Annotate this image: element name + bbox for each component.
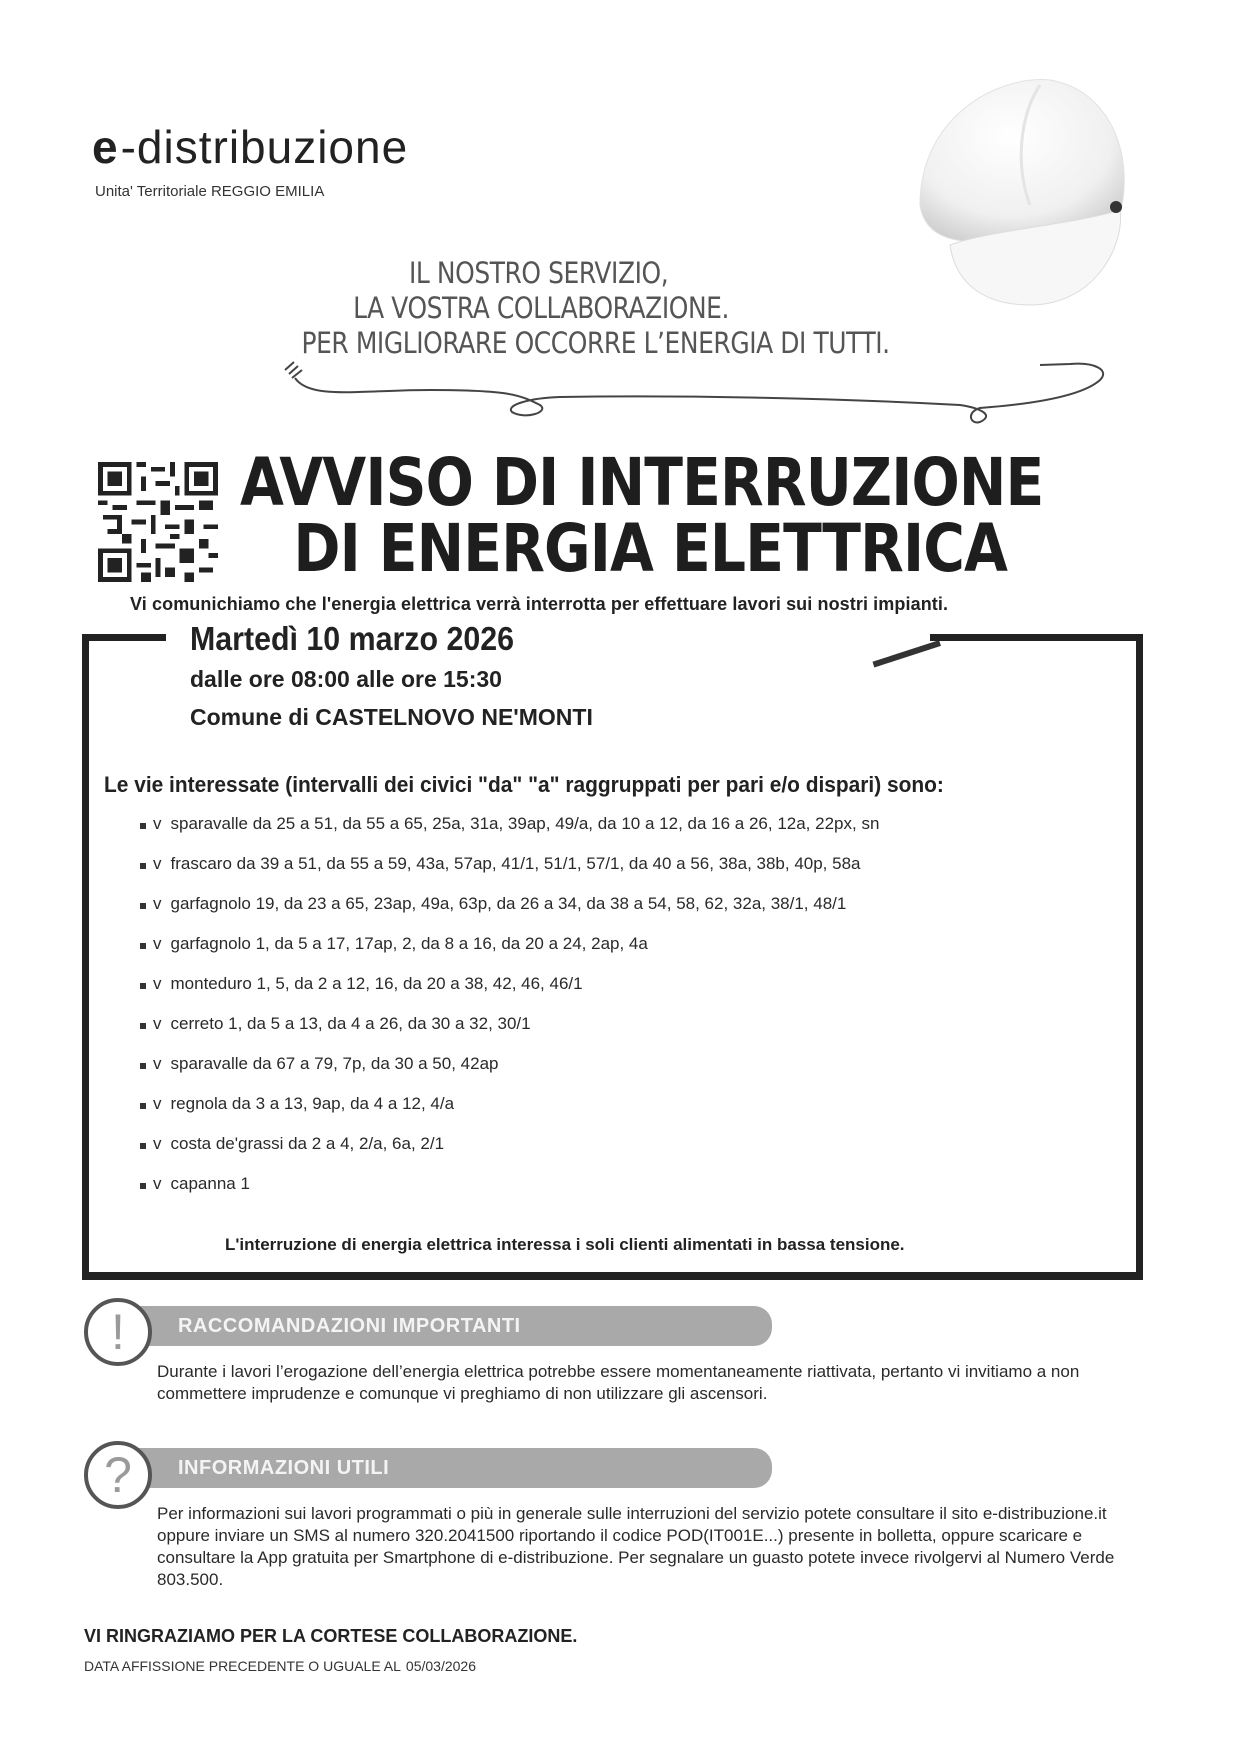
power-cord-icon — [280, 350, 1170, 430]
municipality: Comune di CASTELNOVO NE'MONTI — [190, 704, 593, 730]
frame-border-left — [82, 634, 89, 1279]
brand-mark-icon: e — [92, 121, 119, 173]
notice-title-line-1: AVVISO DI INTERRUZIONE — [240, 444, 1044, 521]
street-prefix: v — [153, 974, 162, 993]
interruption-date: Martedì 10 marzo 2026 — [190, 620, 514, 657]
slogan — [280, 256, 1037, 361]
street-text: garfagnolo 1, da 5 a 17, 17ap, 2, da 8 a 16, da 20 a 24, 2ap, 4a — [170, 934, 648, 953]
bullet-icon — [140, 823, 146, 829]
streets-heading: Le vie interessate (intervalli dei civici "da" "a" raggruppati per pari e/o dispari) sono: — [104, 772, 944, 797]
recommendations-text: Durante i lavori l’erogazione dell’energia elettrica potrebbe essere momentaneamente riattivata, pertanto vi invitiamo a non commettere imprudenze e comunque vi preghiamo di non utilizzare gli ascensori. — [157, 1362, 1080, 1403]
street-prefix: v — [153, 1054, 162, 1073]
street-text: monteduro 1, 5, da 2 a 12, 16, da 20 a 38, 42, 46, 46/1 — [170, 974, 583, 993]
bullet-icon — [140, 1143, 146, 1149]
bullet-icon — [140, 863, 146, 869]
street-text: garfagnolo 19, da 23 a 65, 23ap, 49a, 63p, da 26 a 34, da 38 a 54, 58, 62, 32a, 38/1, 48/1 — [170, 894, 847, 913]
posting-date-line — [84, 1658, 476, 1674]
useful-info-header: INFORMAZIONI UTILI — [132, 1448, 772, 1488]
streets-list — [140, 804, 1120, 1204]
street-prefix: v — [153, 1174, 162, 1193]
slogan-line-1: IL NOSTRO SERVIZIO, — [409, 256, 669, 290]
bullet-icon — [140, 1023, 146, 1029]
interruption-hours: dalle ore 08:00 alle ore 15:30 — [190, 666, 502, 692]
street-item — [140, 804, 1120, 844]
street-prefix: v — [153, 854, 162, 873]
thanks-message: VI RINGRAZIAMO PER LA CORTESE COLLABORAZIONE. — [84, 1626, 578, 1646]
bullet-icon — [140, 1183, 146, 1189]
bullet-icon — [140, 1063, 146, 1069]
bullet-icon — [140, 943, 146, 949]
bullet-icon — [140, 983, 146, 989]
street-prefix: v — [153, 1014, 162, 1033]
exclamation-icon: ! — [84, 1298, 152, 1366]
street-item — [140, 1164, 1120, 1204]
slogan-line-2: LA VOSTRA COLLABORAZIONE. — [353, 291, 730, 325]
notice-title-line-2: DI ENERGIA ELETTRICA — [293, 510, 1008, 587]
slogan-line-3: PER MIGLIORARE OCCORRE L’ENERGIA DI TUTTI. — [301, 326, 890, 360]
frame-border-right — [1136, 634, 1143, 1279]
street-prefix: v — [153, 894, 162, 913]
street-text: cerreto 1, da 5 a 13, da 4 a 26, da 30 a 32, 30/1 — [170, 1014, 531, 1033]
question-icon: ? — [84, 1441, 152, 1509]
street-text: sparavalle da 25 a 51, da 55 a 65, 25a, 31a, 39ap, 49/a, da 10 a 12, da 16 a 26, 12a, 22px, sn — [170, 814, 880, 833]
frame-border-top-left — [82, 634, 166, 641]
street-prefix: v — [153, 814, 162, 833]
street-prefix: v — [153, 1094, 162, 1113]
street-item — [140, 964, 1120, 1004]
brand-logo — [92, 120, 408, 174]
street-item — [140, 1124, 1120, 1164]
street-text: costa de'grassi da 2 a 4, 2/a, 6a, 2/1 — [170, 1134, 445, 1153]
qr-code-icon[interactable] — [98, 462, 218, 582]
street-item — [140, 924, 1120, 964]
street-prefix: v — [153, 934, 162, 953]
bullet-icon — [140, 903, 146, 909]
notice-intro: Vi comunichiamo che l'energia elettrica verrà interrotta per effettuare lavori sui nostri impianti. — [130, 594, 949, 614]
frame-border-bottom — [82, 1272, 1143, 1280]
street-item — [140, 1044, 1120, 1084]
territorial-unit: Unita' Territoriale REGGIO EMILIA — [95, 183, 325, 200]
street-prefix: v — [153, 1134, 162, 1153]
recommendations-header: RACCOMANDAZIONI IMPORTANTI — [132, 1306, 772, 1346]
street-text: sparavalle da 67 a 79, 7p, da 30 a 50, 42ap — [170, 1054, 499, 1073]
street-item — [140, 884, 1120, 924]
frame-cable-end — [872, 640, 940, 667]
low-voltage-note: L'interruzione di energia elettrica interessa i soli clienti alimentati in bassa tensione. — [225, 1235, 905, 1254]
street-item — [140, 1004, 1120, 1044]
street-text: regnola da 3 a 13, 9ap, da 4 a 12, 4/a — [170, 1094, 455, 1113]
street-text: frascaro da 39 a 51, da 55 a 59, 43a, 57ap, 41/1, 51/1, 57/1, da 40 a 56, 38a, 38b, 40p, 58a — [170, 854, 861, 873]
street-text: capanna 1 — [170, 1174, 250, 1193]
frame-border-top-right — [930, 634, 1142, 641]
notice-title — [240, 444, 1044, 587]
useful-info-text: Per informazioni sui lavori programmati o più in generale sulle interruzioni del servizio potete consultare il sito e-distribuzione.it oppure inviare un SMS al numero 320.2041500 riportando il codice POD(IT001E...) presente in bolletta, oppure scaricare e consultare la App gratuita per Smartphone di e-distribuzione. Per segnalare un guasto potete invece rivolgervi al Numero Verde 803.500. — [157, 1504, 1115, 1589]
posting-label: DATA AFFISSIONE PRECEDENTE O UGUALE AL — [84, 1658, 401, 1674]
posting-date: 05/03/2026 — [405, 1658, 476, 1674]
bullet-icon — [140, 1103, 146, 1109]
street-item — [140, 1084, 1120, 1124]
brand-name: -distribuzione — [120, 121, 409, 173]
street-item — [140, 844, 1120, 884]
